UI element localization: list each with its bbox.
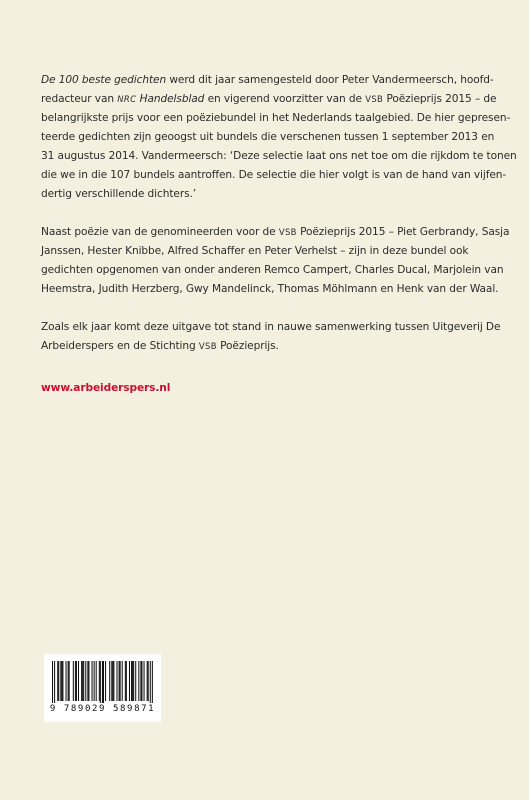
text-line (41, 280, 499, 299)
barcode-bar (116, 661, 117, 701)
text-segment: werd dit jaar samengesteld door Peter Vandermeersch, hoofd- (166, 74, 494, 86)
text-segment: gedichten opgenomen van onder anderen Remco Campert, Charles Ducal, Marjolein van (41, 264, 504, 276)
text-segment: Poëzieprijs 2015 – Piet Gerbrandy, Sasja (296, 226, 510, 238)
barcode-bar (99, 661, 100, 701)
barcode-bar (138, 661, 139, 701)
barcode-bar (81, 661, 82, 701)
barcode-bar (57, 661, 58, 701)
text-segment: die we in die 107 bundels aantroffen. De selectie die hier volgt is van de hand van vijfen- (41, 169, 507, 181)
barcode-bar (52, 661, 53, 703)
barcode-bar (131, 661, 132, 701)
barcode-icon (52, 661, 153, 703)
text-segment: Handelsblad (136, 93, 205, 105)
text-segment: NRC (117, 94, 137, 104)
barcode-bar (54, 661, 55, 703)
barcode-bar (141, 661, 142, 701)
barcode-bar (61, 661, 62, 701)
barcode-bar (100, 661, 101, 703)
barcode-bar (112, 661, 113, 701)
text-line (41, 185, 489, 204)
barcode-bar (75, 661, 76, 701)
barcode-bar (120, 661, 121, 701)
barcode-bar (109, 661, 110, 701)
text-segment: Zoals elk jaar komt deze uitgave tot stand in nauwe samenwerking tussen Uitgeverij De (41, 321, 501, 333)
text-line (41, 147, 517, 166)
barcode-bar (76, 661, 77, 701)
paragraph (41, 318, 501, 356)
text-line (41, 318, 501, 337)
barcode-bar (94, 661, 95, 701)
barcode-bar (133, 661, 134, 701)
barcode-bar (83, 661, 84, 701)
barcode-bar (147, 661, 148, 701)
text-line (41, 337, 489, 356)
barcode-bar (85, 661, 86, 701)
barcode-bar (66, 661, 67, 701)
back-cover-text (41, 71, 517, 398)
text-segment: belangrijkste prijs voor een poëziebundel in het Nederlands taalgebied. De hier gepresen- (41, 112, 511, 124)
text-segment: Janssen, Hester Knibbe, Alfred Schaffer en Peter Verhelst – zijn in deze bundel ook (41, 245, 469, 257)
text-line (41, 261, 504, 280)
barcode-bar (150, 661, 151, 703)
text-segment: Arbeiderspers en de Stichting (41, 340, 199, 352)
barcode-bar (73, 661, 74, 701)
barcode-bar (125, 661, 126, 701)
text-line (41, 71, 494, 90)
barcode-bar (144, 661, 145, 701)
text-segment: teerde gedichten zijn geoogst uit bundels die verschenen tussen 1 september 2013 en (41, 131, 495, 143)
barcode-bar (113, 661, 114, 701)
text-line (41, 242, 489, 261)
barcode-bar (87, 661, 88, 701)
barcode (44, 654, 161, 722)
barcode-bar (62, 661, 63, 701)
text-segment: dertig verschillende dichters.’ (41, 188, 197, 200)
text-segment: VSB (365, 94, 384, 104)
barcode-bar (92, 661, 93, 701)
barcode-bar (135, 661, 136, 701)
barcode-bar (126, 661, 127, 701)
barcode-bar (103, 661, 104, 703)
text-segment: De 100 beste gedichten (41, 74, 167, 86)
text-line (41, 223, 510, 242)
barcode-bar (152, 661, 153, 703)
barcode-bar (148, 661, 149, 701)
text-segment: VSB (198, 341, 217, 351)
text-segment: en vigerend voorzitter van de (204, 93, 366, 105)
text-segment: Poëzieprijs. (216, 340, 279, 352)
barcode-bar (60, 661, 61, 701)
barcode-bar (132, 661, 133, 701)
barcode-bar (88, 661, 89, 701)
paragraph (41, 223, 510, 299)
barcode-bar (105, 661, 106, 701)
barcode-bar (140, 661, 141, 701)
text-line (41, 109, 511, 128)
text-line (41, 166, 507, 185)
paragraph (41, 71, 517, 204)
publisher-website-link[interactable]: www.arbeiderspers.nl (41, 382, 171, 394)
text-line (41, 90, 497, 109)
text-segment: Naast poëzie van de genomineerden voor de (41, 226, 279, 238)
barcode-bar (119, 661, 120, 701)
barcode-bar (68, 661, 69, 701)
text-segment: Poëzieprijs 2015 – de (383, 93, 497, 105)
barcode-bar (58, 661, 59, 701)
barcode-bar (129, 661, 130, 701)
text-segment: 31 augustus 2014. Vandermeersch: ‘Deze selectie laat ons net toe om die rijkdom te tonen (41, 150, 517, 162)
barcode-bar (78, 661, 79, 701)
text-segment: Heemstra, Judith Herzberg, Gwy Mandelinck, Thomas Möhlmann en Henk van der Waal. (41, 283, 499, 295)
blurb (41, 71, 517, 356)
barcode-bar (69, 661, 70, 701)
barcode-bar (102, 661, 103, 703)
barcode-bar (96, 661, 97, 701)
text-line (41, 128, 495, 147)
isbn-number: 9 789029 589871 (49, 704, 156, 714)
text-segment: redacteur van (41, 93, 118, 105)
barcode-bar (122, 661, 123, 701)
text-segment: VSB (278, 227, 297, 237)
barcode-bar (82, 661, 83, 701)
barcode-bar (111, 661, 112, 701)
